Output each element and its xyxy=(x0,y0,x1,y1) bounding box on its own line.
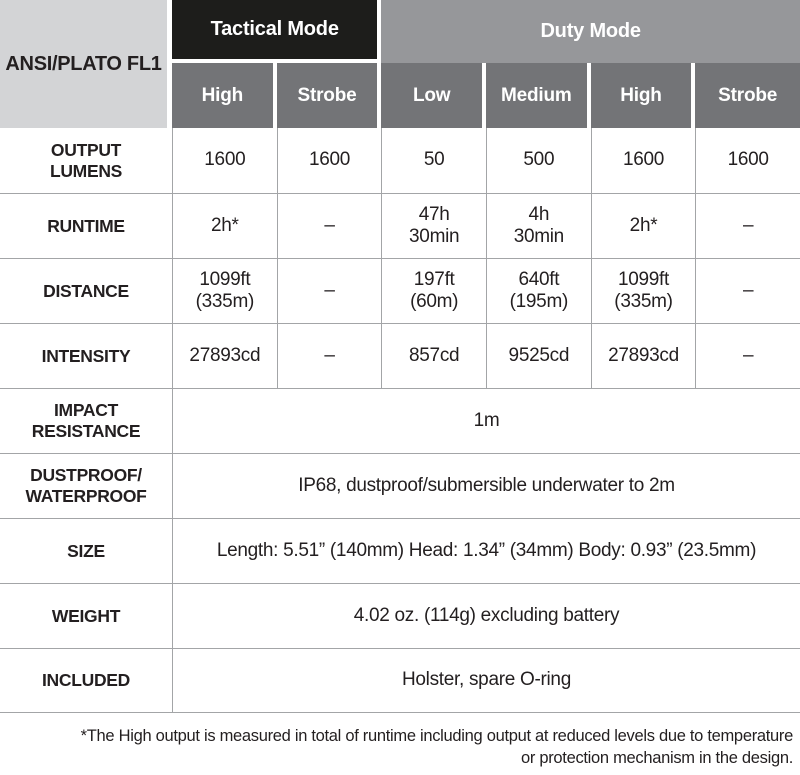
row-label-line: INCLUDED xyxy=(41,670,130,690)
cell-line: – xyxy=(743,344,754,366)
spec-cell xyxy=(277,258,382,323)
spec-span-cell-waterproof xyxy=(172,453,800,518)
spec-cell xyxy=(695,323,800,388)
spec-cell xyxy=(695,128,800,193)
cell-line: Length: 5.51” (140mm) Head: 1.34” (34mm) Body: 0.93” (23.5mm) xyxy=(216,539,757,561)
spec-span-cell-weight xyxy=(172,583,800,648)
spec-cell xyxy=(591,323,696,388)
spec-cell xyxy=(172,323,277,388)
spec-span-cell-included xyxy=(172,648,800,713)
cell-line: 30min xyxy=(513,226,564,247)
mode-column-header-duty-low: Low xyxy=(381,63,486,128)
mode-column-header-tactical-strobe: Strobe xyxy=(277,63,382,128)
cell-line: 30min xyxy=(409,226,460,247)
cell-line: 197ft xyxy=(413,268,455,290)
spec-cell xyxy=(172,128,277,193)
cell-line: – xyxy=(743,214,754,236)
row-label-included xyxy=(0,648,172,713)
row-label-output-lumens xyxy=(0,128,172,193)
spec-cell xyxy=(695,193,800,258)
spec-cell xyxy=(591,193,696,258)
cell-line: (335m) xyxy=(195,291,255,312)
duty-mode-header: Duty Mode xyxy=(381,0,800,63)
spec-cell xyxy=(277,193,382,258)
footnote-line: *The High output is measured in total of runtime including output at reduced levels due to temperature xyxy=(80,727,793,745)
cell-line: IP68, dustproof/submersible underwater to 2m xyxy=(298,474,675,496)
cell-line: (195m) xyxy=(509,291,569,312)
row-label-line: IMPACT xyxy=(54,400,118,420)
cell-line: – xyxy=(743,279,754,301)
cell-line: 1m xyxy=(473,409,500,431)
cell-line: Holster, spare O-ring xyxy=(401,669,571,691)
cell-line: 1600 xyxy=(308,149,351,171)
cell-line: 27893cd xyxy=(189,344,261,366)
row-label-line: DISTANCE xyxy=(43,280,129,301)
spec-cell xyxy=(695,258,800,323)
cell-line: – xyxy=(324,279,335,301)
footnote-line: or protection mechanism in the design. xyxy=(520,748,793,767)
mode-column-header-duty-high: High xyxy=(591,63,696,128)
row-label-line: DUSTPROOF/ xyxy=(30,465,142,485)
cell-line: 9525cd xyxy=(508,344,570,366)
row-label-impact-resistance xyxy=(0,388,172,453)
spec-cell xyxy=(172,258,277,323)
cell-line: 857cd xyxy=(409,344,460,366)
cell-line: 2h* xyxy=(211,214,239,236)
cell-line: 1099ft xyxy=(617,268,669,290)
spec-span-cell-size xyxy=(172,518,800,583)
spec-cell xyxy=(591,258,696,323)
footnote xyxy=(0,713,800,775)
row-label-line: OUTPUT xyxy=(50,139,122,160)
cell-line: 1600 xyxy=(204,149,246,171)
cell-line: 2h* xyxy=(629,214,658,236)
cell-line: 47h xyxy=(418,203,450,225)
row-label-line: LUMENS xyxy=(49,160,123,181)
tactical-mode-header: Tactical Mode xyxy=(172,0,381,63)
spec-cell xyxy=(486,258,591,323)
row-label-line: WEIGHT xyxy=(51,605,121,626)
spec-cell xyxy=(381,128,486,193)
cell-line: 4.02 oz. (114g) excluding battery xyxy=(353,604,620,626)
cell-line: – xyxy=(324,214,335,236)
cell-line: 27893cd xyxy=(608,344,679,366)
cell-line: 1600 xyxy=(727,149,769,171)
row-label-line: INTENSITY xyxy=(41,345,131,366)
cell-line: 4h xyxy=(528,203,550,225)
spec-cell xyxy=(486,323,591,388)
cell-line: 1099ft xyxy=(199,268,251,290)
spec-span-cell-impact xyxy=(172,388,800,453)
spec-cell xyxy=(381,193,486,258)
spec-cell xyxy=(486,128,591,193)
mode-column-header-duty-medium: Medium xyxy=(486,63,591,128)
row-label-distance xyxy=(0,258,172,323)
row-label-line: RESISTANCE xyxy=(31,421,141,441)
spec-cell xyxy=(277,323,382,388)
row-label-dustproof-waterproof xyxy=(0,453,172,518)
row-label-line: WATERPROOF xyxy=(25,486,147,506)
spec-cell xyxy=(486,193,591,258)
spec-cell xyxy=(277,128,382,193)
row-label-weight xyxy=(0,583,172,648)
cell-line: (335m) xyxy=(614,291,673,312)
mode-column-header-duty-strobe: Strobe xyxy=(695,63,800,128)
row-label-line: SIZE xyxy=(67,540,105,561)
spec-cell xyxy=(381,323,486,388)
row-label-intensity xyxy=(0,323,172,388)
spec-cell xyxy=(381,258,486,323)
cell-line: 50 xyxy=(423,149,445,171)
cell-line: 640ft xyxy=(518,268,560,290)
cell-line: – xyxy=(324,344,335,366)
corner-label: ANSI/PLATO FL1 xyxy=(0,0,172,128)
spec-cell xyxy=(172,193,277,258)
row-label-size xyxy=(0,518,172,583)
mode-column-header-tactical-high: High xyxy=(172,63,277,128)
spec-cell xyxy=(591,128,696,193)
cell-line: 500 xyxy=(523,149,555,171)
cell-line: (60m) xyxy=(410,291,459,312)
row-label-line: RUNTIME xyxy=(47,215,125,236)
cell-line: 1600 xyxy=(622,149,665,171)
row-label-runtime xyxy=(0,193,172,258)
